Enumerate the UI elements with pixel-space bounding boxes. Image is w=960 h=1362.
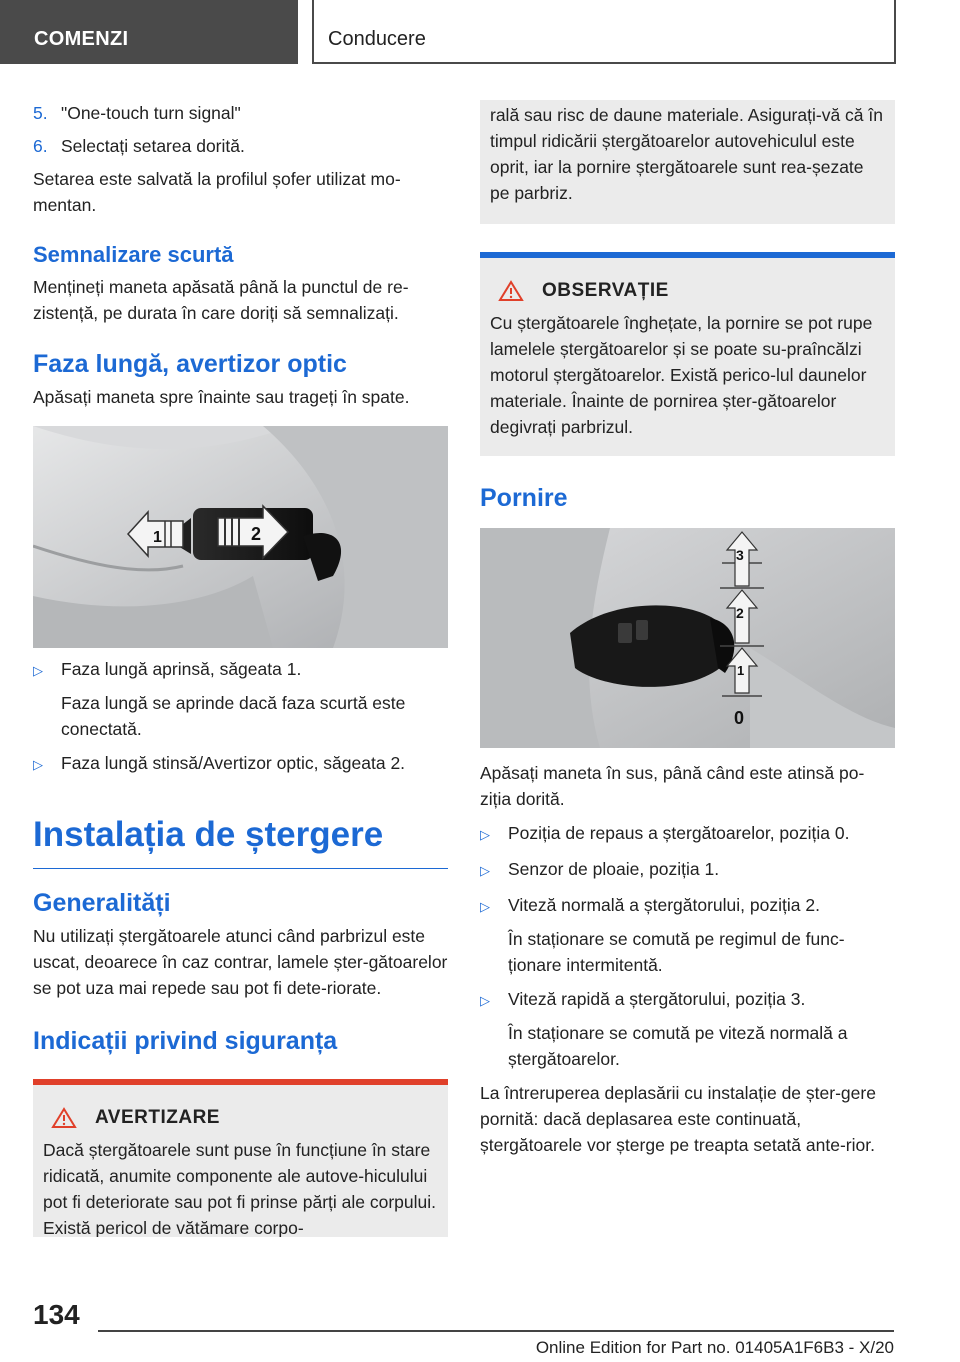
bullet-triangle-icon: ▷ <box>33 757 43 772</box>
general-heading: Generalități <box>33 889 171 917</box>
edition-text: Online Edition for Part no. 01405A1F6B3 - X/20 <box>535 1338 894 1357</box>
warning-title-text: AVERTIZARE <box>95 1107 220 1128</box>
wiper-heading: Instalația de ștergere <box>33 812 448 869</box>
list-item <box>480 892 895 978</box>
list-item <box>480 986 895 1072</box>
start-text: Apăsați maneta în sus, până când este atinsă po-ziția dorită. <box>480 763 865 809</box>
position-label-1: 1 <box>737 663 745 678</box>
list-item <box>33 133 448 159</box>
bullet-triangle-icon: ▷ <box>480 863 490 878</box>
section-title: Conducere <box>312 0 896 64</box>
list-item <box>33 656 448 742</box>
bullet-triangle-icon: ▷ <box>480 827 490 842</box>
bullet-text: Viteză rapidă a ștergătorului, poziția 3. <box>508 989 806 1009</box>
stalk-illustration <box>33 426 448 648</box>
bullet-text: Faza lungă stinsă/Avertizor optic, săgeata 2. <box>61 753 406 773</box>
high-beam-figure <box>33 426 448 648</box>
bullet-subtext: În staționare se comută pe regimul de func-ționare intermitentă. <box>508 929 845 975</box>
arrow-label-2: 2 <box>251 524 262 544</box>
warning-continuation <box>480 100 895 224</box>
item-number: 6. <box>33 136 48 156</box>
right-column <box>480 100 895 1158</box>
notice-title-text: OBSERVAȚIE <box>542 280 669 301</box>
item-text: "One-touch turn signal" <box>61 103 241 123</box>
notice-box <box>480 252 895 456</box>
arrow-label-1: 1 <box>153 529 162 546</box>
page-number: 134 <box>33 1299 80 1330</box>
general-text: Nu utilizați ștergătoarele atunci când parbrizul este uscat, deoarece în caz contrar, lamele șter-gătoarelor se pot uza mai repede sau pot fi dete-riorate. <box>33 926 448 998</box>
short-signal-heading: Semnalizare scurtă <box>33 242 234 267</box>
bullet-subtext: În staționare se comută pe viteză normală a ștergătoarelor. <box>508 1023 848 1069</box>
warning-triangle-icon <box>498 280 524 302</box>
start-heading: Pornire <box>480 484 568 512</box>
warning-triangle-icon <box>51 1107 77 1129</box>
warning-box <box>33 1079 448 1237</box>
list-item <box>480 856 895 884</box>
position-label-3: 3 <box>736 547 744 563</box>
footer-divider <box>98 1330 894 1332</box>
high-beam-heading: Faza lungă, avertizor optic <box>33 350 347 378</box>
bullet-text: Viteză normală a ștergătorului, poziția 2. <box>508 895 820 915</box>
bullet-triangle-icon: ▷ <box>33 663 43 678</box>
bullet-text: Senzor de ploaie, poziția 1. <box>508 859 720 879</box>
saved-text: Setarea este salvată la profilul șofer utilizat mo-mentan. <box>33 169 401 215</box>
bullet-text: Faza lungă aprinsă, săgeata 1. <box>61 659 302 679</box>
warning-text: Dacă ștergătoarele sunt puse în funcțiune în stare ridicată, anumite componente ale autove-hiculului pot fi deteriorate sau pot fi prinse părți ale corpului. Există pericol de vătămare corpo- <box>43 1140 436 1237</box>
bullet-subtext: Faza lungă se aprinde dacă faza scurtă este conectată. <box>61 693 406 739</box>
left-column <box>33 100 448 1237</box>
list-item <box>33 750 448 778</box>
item-text: Selectați setarea dorită. <box>61 136 245 156</box>
warning-title <box>51 1105 438 1131</box>
warning-cont-text: rală sau risc de daune materiale. Asigurați-vă că în timpul ridicării ștergătoarelor autovehiculul este oprit, iar la pornire ștergătoarele sunt rea-șezate pe parbriz. <box>490 105 883 203</box>
notice-title <box>498 278 885 304</box>
chapter-tab: COMENZI <box>0 0 298 64</box>
position-label-0: 0 <box>734 708 745 728</box>
item-number: 5. <box>33 103 48 123</box>
short-signal-text: Mențineți maneta apăsată până la punctul de re-zistență, pe durata în care doriți să semnalizați. <box>33 277 409 323</box>
notice-text: Cu ștergătoarele înghețate, la pornire se pot rupe lamelele ștergătoarelor și se poate su-praîncălzi motorul ștergătoarelor. Există perico-lul daunelor materiale. Înainte de pornirea șter-gătoarelor degivrați parbrizul. <box>490 313 873 437</box>
high-beam-text: Apăsați maneta spre înainte sau trageți în spate. <box>33 387 410 407</box>
wiper-stalk-illustration <box>480 528 895 748</box>
bullet-triangle-icon: ▷ <box>480 899 490 914</box>
wiper-figure <box>480 528 895 748</box>
safety-heading: Indicații privind siguranța <box>33 1027 338 1055</box>
position-label-2: 2 <box>736 605 744 621</box>
final-text: La întreruperea deplasării cu instalație de șter-gere pornită: dacă deplasarea este continuată, ștergătoarele vor șterge pe treapta setată ante-rior. <box>480 1083 876 1155</box>
list-item <box>480 820 895 848</box>
bullet-text: Poziția de repaus a ștergătoarelor, poziția 0. <box>508 823 850 843</box>
bullet-triangle-icon: ▷ <box>480 993 490 1008</box>
list-item <box>33 100 448 126</box>
